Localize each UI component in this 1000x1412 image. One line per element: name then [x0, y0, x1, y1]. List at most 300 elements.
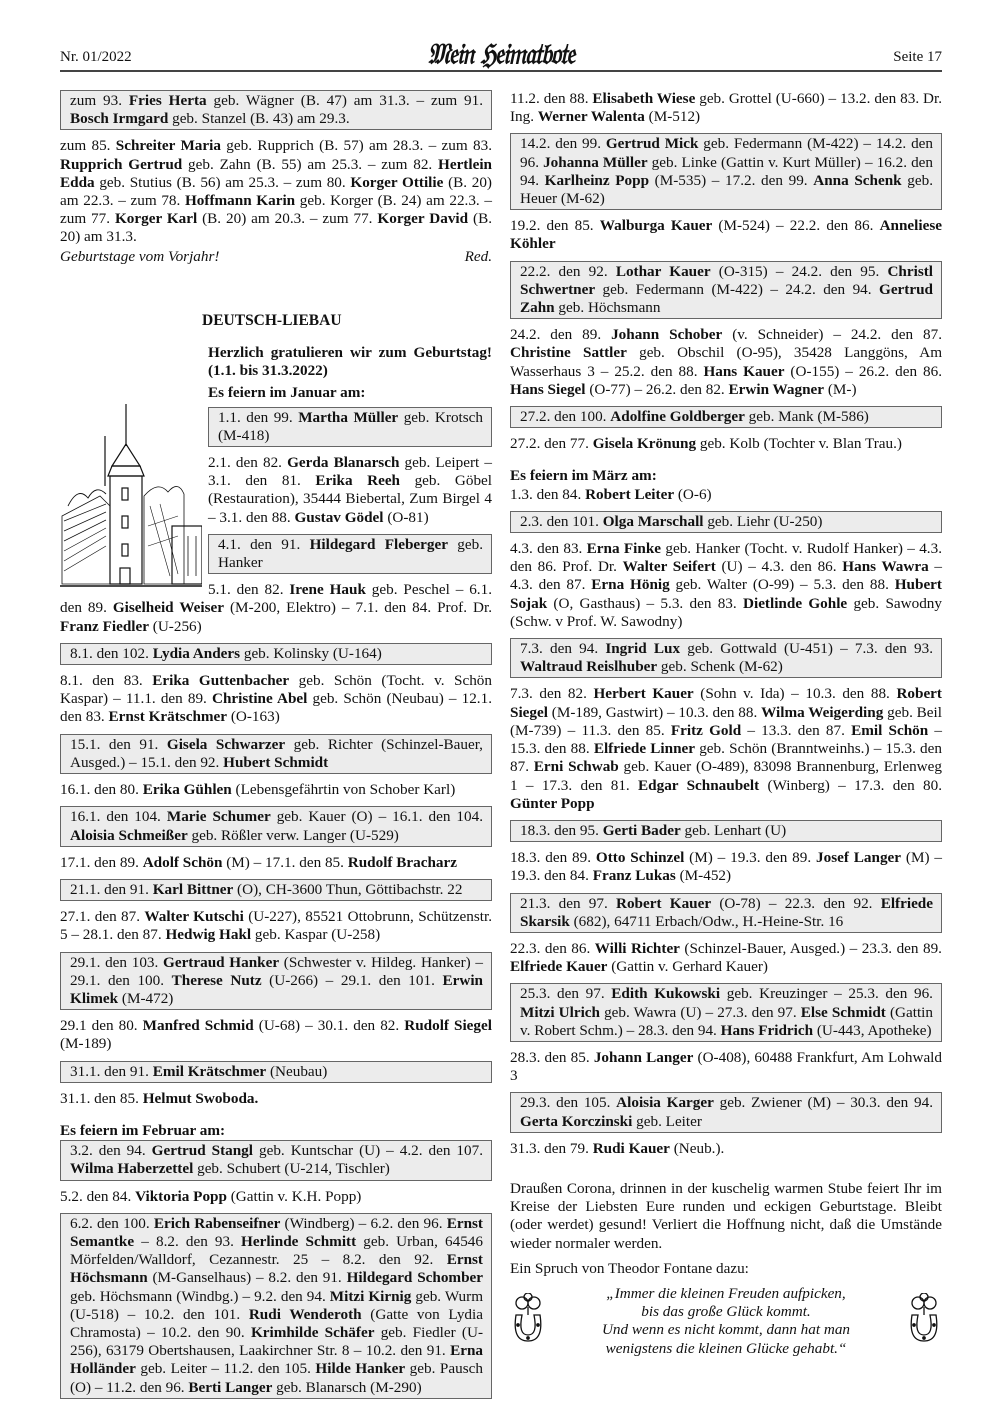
person-name: Herlinde Schmitt: [241, 1232, 357, 1250]
person-name: Erni Schwab: [533, 758, 619, 776]
text-run: geb. Schön (Tocht. v. Schön Kaspar) – 11.1. den 89.: [60, 672, 492, 708]
person-name: Christine Sattler: [510, 344, 627, 362]
person-name: Lothar Kauer: [615, 262, 711, 280]
text-run: geb. Leiter: [632, 1112, 702, 1130]
person-name: Gisela Schwarzer: [166, 735, 286, 753]
person-name: Irene Hauk: [289, 581, 366, 599]
page-number: Seite 17: [893, 49, 942, 65]
birthday-paragraph: [510, 217, 942, 253]
text-run: geb. Mank (M-586): [744, 408, 869, 426]
text-run: geb. Kolb (Tochter v. Blan Trau.): [696, 435, 902, 453]
person-name: Else Schmidt: [800, 1003, 886, 1021]
person-name: Erika Guttenbacher: [152, 672, 290, 690]
person-name: Lydia Anders: [152, 644, 241, 662]
person-name: Martha Müller: [298, 408, 399, 426]
birthday-paragraph: [510, 685, 942, 812]
text-run: geb. Hanker (Tocht. v. Rudolf Hanker) – 4.3. den 86. Prof. Dr.: [510, 540, 942, 576]
text-run: geb. Grottel (U-660) – 13.2. den 83. Dr. Ing.: [510, 90, 942, 126]
highlighted-birthday-box: [208, 407, 492, 447]
text-run: 31.1. den 91.: [70, 1062, 153, 1080]
text-run: – 4.3. den 87.: [510, 558, 943, 594]
person-name: Fritz Gold: [670, 721, 742, 739]
person-name: Dietlinde Gohle: [743, 594, 848, 612]
highlighted-birthday-box: [60, 1061, 492, 1083]
text-run: geb. Pausch (O) – 11.2. den 96.: [70, 1360, 483, 1396]
text-run: Ein Spruch von Theodor Fontane dazu:: [510, 1259, 749, 1277]
text-run: (O-163): [227, 708, 280, 726]
text-run: geb. Beil (M-739) – 11.3. den 85.: [510, 703, 942, 739]
text-run: (M-524) – 22.2. den 86.: [712, 217, 880, 235]
person-name: Josef Langer: [816, 849, 902, 867]
person-name: Robert Kauer: [615, 894, 712, 912]
highlighted-birthday-box: [510, 406, 942, 428]
person-name: Edgar Schnaubelt: [638, 776, 760, 794]
quote-line: „Immer die kleinen Freuden aufpicken,: [606, 1284, 846, 1302]
person-name: Gisela Krönung: [592, 435, 697, 453]
text-run: geb. Lenhart (U): [680, 821, 787, 839]
person-name: Korger David: [377, 210, 469, 228]
text-run: (M-472): [118, 989, 174, 1007]
person-name: Fries Herta: [128, 92, 207, 109]
highlighted-birthday-box: [510, 983, 942, 1042]
text-run: 2.1. den 82.: [208, 454, 288, 472]
person-name: Erwin Klimek: [70, 971, 483, 1007]
text-run: 19.2. den 85.: [510, 217, 600, 235]
text-run: (Sohn v. Ida) – 10.3. den 88.: [693, 685, 897, 703]
person-name: Elfriede Kauer: [510, 958, 608, 976]
person-name: Herbert Kauer: [593, 685, 694, 703]
person-name: Robert Siegel: [510, 685, 942, 721]
text-run: geb. Zahn (B. 55) am 25.3. – zum 82.: [182, 155, 439, 173]
quote-line: bis das große Glück kommt.: [641, 1303, 811, 1321]
text-run: 7.3. den 94.: [520, 640, 606, 658]
person-name: Ernst Höchsmann: [70, 1251, 483, 1287]
text-run: (O-315) – 24.2. den 95.: [710, 262, 888, 280]
text-run: (O-155) – 26.2. den 86.: [784, 362, 942, 380]
text-run: 27.1. den 87.: [60, 908, 145, 926]
text-run: 27.2. den 77.: [510, 435, 593, 453]
text-run: geb. Rupprich (B. 57) am 28.3. – zum 83.: [220, 137, 493, 155]
person-name: Karl Bittner: [152, 880, 234, 898]
person-name: Hertlein Edda: [60, 155, 492, 191]
person-name: Rupprich Gertrud: [60, 155, 183, 173]
person-name: Werner Walenta: [537, 108, 645, 126]
person-name: Franz Lukas: [592, 867, 676, 885]
highlighted-birthday-box: [60, 879, 492, 901]
person-name: Wilma Haberzettel: [70, 1160, 194, 1178]
text-run: (Gattin v. K.H. Popp): [226, 1187, 362, 1205]
person-name: Johanna Müller: [543, 153, 648, 171]
text-run: geb. Gottwald (U-451) – 7.3. den 93.: [680, 640, 933, 658]
text-run: geb. Stanzel (B. 43) am 29.3.: [168, 110, 350, 128]
text-run: 16.1. den 80.: [60, 781, 143, 799]
text-run: Es feiern im Januar am:: [208, 384, 366, 402]
birthday-paragraph: [510, 90, 942, 126]
person-name: Hubert Schmidt: [223, 753, 329, 771]
person-name: Walter Kutschi: [144, 908, 244, 926]
text-run: (Winberg) – 17.3. den 80.: [759, 776, 942, 794]
person-name: Erwin Wagner: [728, 380, 825, 398]
birthday-paragraph: [60, 137, 492, 246]
person-name: Ingrid Lux: [605, 640, 681, 658]
text-run: 29.1. den 103.: [70, 953, 164, 971]
highlighted-birthday-box: [510, 820, 942, 842]
person-name: Schreiter Maria: [115, 137, 221, 155]
person-name: Franz Fiedler: [60, 617, 149, 635]
section-subheading: [60, 344, 492, 380]
text-run: 4.3. den 83.: [510, 540, 587, 558]
person-name: Walter Seifert: [622, 558, 716, 576]
text-run: geb. Wägner (B. 47) am 31.3. – zum 91.: [206, 92, 483, 109]
person-name: Otto Schinzel: [595, 849, 685, 867]
person-name: Bosch Irmgard: [70, 110, 169, 128]
person-name: Günter Popp: [510, 794, 595, 812]
text-run: geb. Stutius (B. 56) am 25.3. – zum 80.: [94, 173, 351, 191]
text-run: (O-6): [674, 485, 712, 503]
text-run: geb. Walter (O-99) – 5.3. den 88.: [669, 576, 895, 594]
highlighted-birthday-box: [510, 1092, 942, 1132]
text-run: geb. Schenk (M-62): [657, 658, 783, 676]
person-name: Christine Abel: [211, 690, 308, 708]
text-run: 18.3. den 89.: [510, 849, 596, 867]
birthday-paragraph: [510, 1260, 942, 1278]
highlighted-birthday-box: [510, 638, 942, 678]
person-name: Manfred Schmid: [142, 1017, 254, 1035]
person-name: Mitzi Ulrich: [520, 1003, 600, 1021]
birthday-paragraph: [510, 1140, 942, 1158]
birthday-paragraph: [510, 540, 942, 631]
text-run: 21.3. den 97.: [520, 894, 616, 912]
text-run: (O), CH-3600 Thun, Göttibachstr. 22: [233, 880, 463, 898]
birthday-paragraph: [510, 849, 942, 885]
person-name: Adolf Schön: [142, 853, 223, 871]
text-run: 25.3. den 97.: [520, 985, 612, 1003]
newspaper-logo: 𝔐𝔢𝔦𝔫 ℌ𝔢𝔦𝔪𝔞𝔱𝔟𝔬𝔱𝔢: [427, 36, 575, 71]
person-name: Giselheid Weiser: [112, 599, 225, 617]
person-name: Elisabeth Wiese: [592, 90, 696, 107]
text-run: 18.3. den 95.: [520, 821, 603, 839]
person-name: Berti Langer: [188, 1378, 273, 1396]
fontane-quote: [510, 1285, 942, 1358]
text-run: geb. Richter (Schinzel-Bauer, Ausged.) – 15.1. den 92.: [70, 735, 483, 771]
birthday-paragraph: [510, 435, 942, 453]
text-run: (U-227), 85521 Ottobrunn, Schützenstr. 5 – 28.1. den 87.: [60, 908, 493, 944]
text-run: 2.3. den 101.: [520, 512, 603, 530]
birthday-paragraph: [60, 1090, 492, 1108]
person-name: Erna Hönig: [591, 576, 670, 594]
text-run: geb. Wawra (U) – 27.3. den 97.: [600, 1003, 801, 1021]
lucky-clover-horseshoe-icon: [510, 1293, 546, 1350]
text-run: 11.2. den 88.: [510, 90, 593, 107]
right-column: [510, 90, 942, 1358]
highlighted-birthday-box: [510, 133, 942, 210]
text-run: geb. Heuer (M-62): [520, 171, 933, 208]
text-run: (Neub.).: [669, 1139, 725, 1157]
text-run: geb. Höchsmann (Windbg.) – 9.2. den 94.: [70, 1287, 330, 1305]
text-run: (B. 20) am 20.3. – zum 77.: [197, 210, 378, 228]
text-run: geb. Schön (Neubau) – 12.1. den 83.: [60, 690, 492, 726]
person-name: Gerda Blanarsch: [287, 454, 400, 472]
text-run: geb. Rößler verw. Langer (U-529): [187, 826, 399, 844]
text-run: Es feiern im Februar am:: [60, 1121, 226, 1139]
text-run: 27.2. den 100.: [520, 408, 611, 426]
person-name: Ernst Krätschmer: [108, 708, 228, 726]
text-run: Draußen Corona, drinnen in der kuschelig warmen Stube feiert Ihr im Kreise der Liebsten Eure runden und eckigen Geburtstage. Bleibt (oder werdet) gesund! Verliert die Hoffnung nicht, daß die Umstände wieder normaler werden.: [510, 1179, 942, 1252]
highlighted-birthday-box: [60, 734, 492, 774]
text-run: geb. Kauer (O-489), 83098 Brannenburg, Erlenweg 1 – 17.3. den 81.: [510, 758, 942, 794]
text-run: 8.1. den 102.: [70, 644, 153, 662]
text-run: geb. Urban, 64546 Mörfelden/Walldorf, Cezannestr. 25 – 8.2. den 92.: [70, 1232, 483, 1269]
text-run: (B. 20) am 22.3. – zum 78.: [60, 173, 492, 210]
text-run: (O-81): [383, 508, 429, 526]
text-run: (M-): [824, 380, 857, 398]
person-name: Hildegard Fleberger: [309, 535, 448, 553]
text-run: geb. Korger (B. 24) am 22.3. – zum 77.: [60, 192, 492, 228]
text-run: (U-266) – 29.1. den 101.: [261, 971, 443, 989]
birthday-paragraph: [60, 908, 492, 944]
text-run: geb. Kolinsky (U-164): [240, 644, 382, 662]
text-run: (M) – 17.1. den 85.: [222, 853, 348, 871]
text-run: geb. Blanarsch (M-290): [272, 1378, 422, 1396]
person-name: Gerta Korczinski: [520, 1112, 633, 1130]
text-run: – 13.3. den 87.: [741, 721, 852, 739]
person-name: Hedwig Hakl: [165, 926, 252, 944]
highlighted-birthday-box: [60, 806, 492, 846]
text-run: Geburtstage vom Vorjahr!: [60, 247, 220, 265]
text-run: geb. Schubert (U-214, Tischler): [193, 1160, 390, 1178]
left-column: [60, 90, 492, 1406]
text-run: 1.3. den 84.: [510, 485, 586, 503]
person-name: Elfriede Skarsik: [520, 894, 933, 930]
text-run: (U-68) – 30.1. den 82.: [253, 1017, 405, 1035]
person-name: Karlheinz Popp: [544, 171, 650, 189]
text-run: geb. Kuntschar (U) – 4.2. den 107.: [253, 1142, 483, 1160]
text-run: (O-77) – 26.2. den 82.: [585, 380, 729, 398]
text-run: 14.2. den 99.: [520, 135, 606, 153]
person-name: Olga Marschall: [602, 512, 704, 530]
text-run: 22.3. den 86.: [510, 939, 595, 957]
text-run: (M-189, Gastwirt) – 10.3. den 88.: [547, 703, 762, 721]
person-name: Rudolf Siegel: [404, 1017, 492, 1035]
text-run: (M-512): [644, 108, 701, 126]
person-name: Christl Schwertner: [520, 262, 933, 298]
text-run: (v. Schneider) – 24.2. den 87.: [722, 326, 942, 344]
person-name: Wilma Weigerding: [761, 703, 884, 721]
person-name: Erna Holländer: [70, 1342, 483, 1378]
text-run: Es feiern im März am:: [510, 467, 657, 485]
person-name: Rudi Kauer: [592, 1139, 670, 1157]
highlighted-birthday-box: [60, 643, 492, 665]
person-name: Gertrud Mick: [605, 135, 699, 153]
text-run: geb. Leipert – 3.1. den 81.: [208, 454, 492, 490]
highlighted-birthday-box: [208, 534, 492, 574]
text-run: 24.2. den 89.: [510, 326, 612, 344]
text-run: 6.2. den 100.: [70, 1214, 154, 1232]
text-run: (Schwester v. Hildeg. Hanker) – 29.1. den 100.: [70, 953, 483, 989]
text-run: zum 93.: [70, 92, 129, 109]
text-run: 1.1. den 99.: [218, 408, 299, 426]
birthday-paragraph: [60, 1188, 492, 1206]
birthday-paragraph: [60, 781, 492, 799]
person-name: Johann Schober: [611, 326, 723, 344]
person-name: Waltraud Reislhuber: [520, 658, 658, 676]
birthday-paragraph: [60, 854, 492, 872]
birthday-paragraph: [510, 326, 942, 399]
person-name: Hildegard Schomber: [346, 1269, 484, 1287]
text-run: geb. Hanker: [218, 535, 483, 572]
person-name: Robert Leiter: [585, 485, 675, 503]
text-run: (Gattin v. Robert Schm.) – 28.3. den 94.: [520, 1003, 933, 1039]
text-run: (U-443, Apotheke): [813, 1021, 932, 1039]
highlighted-birthday-box: [60, 952, 492, 1011]
text-run: geb. Kaspar (U-258): [251, 926, 381, 944]
person-name: Willi Richter: [594, 939, 680, 957]
person-name: Anna Schenk: [813, 171, 902, 189]
person-name: Mitzi Kirnig: [329, 1287, 412, 1305]
text-run: – 8.2. den 93.: [134, 1232, 242, 1250]
text-run: (Schinzel-Bauer, Ausged.) – 23.3. den 89.: [679, 939, 942, 957]
text-run: (682), 64711 Erbach/Odw., H.-Heine-Str. 16: [569, 912, 844, 930]
birthday-paragraph: [60, 1017, 492, 1053]
editor-note: [60, 248, 492, 266]
person-name: Marie Schumer: [166, 808, 271, 826]
person-name: Emil Krätschmer: [152, 1062, 267, 1080]
text-run: 22.2. den 92.: [520, 262, 616, 280]
person-name: Johann Langer: [593, 1048, 694, 1066]
person-name: Anneliese Köhler: [510, 217, 942, 253]
quote-text: [546, 1285, 906, 1358]
text-run: 31.1. den 85.: [60, 1089, 143, 1107]
text-run: geb. Kauer (O) – 16.1. den 104.: [270, 808, 484, 826]
person-name: Erna Finke: [586, 540, 662, 558]
text-run: (M) – 19.3. den 84.: [510, 849, 942, 885]
highlighted-birthday-box: [60, 1213, 492, 1399]
text-run: Herzlich gratulieren wir zum Geburtstag! (1.1. bis 31.3.2022): [208, 344, 492, 380]
person-name: Hans Fridrich: [720, 1021, 814, 1039]
text-run: (M) – 19.3. den 89.: [684, 849, 817, 867]
person-name: Hilde Hanker: [315, 1360, 406, 1378]
birthday-paragraph: [60, 672, 492, 727]
text-run: (O-78) – 22.3. den 92.: [711, 894, 881, 912]
person-name: Emil Schön: [851, 721, 929, 739]
text-run: (U-256): [148, 617, 202, 635]
text-run: geb. Schön (Branntweinhs.) – 15.3. den 87.: [510, 740, 942, 776]
text-run: 7.3. den 82.: [510, 685, 594, 703]
person-name: Therese Nutz: [171, 971, 262, 989]
text-run: Red.: [464, 247, 492, 265]
month-heading: [60, 1122, 492, 1140]
text-run: geb. Zwiener (M) – 30.3. den 94.: [713, 1094, 933, 1112]
text-run: (M-452): [675, 867, 732, 885]
text-run: 28.3. den 85.: [510, 1048, 594, 1066]
text-run: 31.3. den 79.: [510, 1139, 593, 1157]
person-name: Rudi Wenderoth: [248, 1305, 362, 1323]
text-run: (M-Ganselhaus) – 8.2. den 91.: [147, 1269, 347, 1287]
text-run: geb. Leiter – 11.2. den 105.: [135, 1360, 316, 1378]
text-run: 8.1. den 83.: [60, 672, 153, 690]
text-run: geb. Federmann (M-422) – 24.2. den 94.: [595, 280, 879, 298]
text-run: geb. Wurm (U-518) – 10.2. den 101.: [70, 1287, 484, 1323]
person-name: Erika Reeh: [315, 472, 401, 490]
person-name: Gertrud Stangl: [151, 1142, 253, 1160]
text-run: geb. Höchsmann: [554, 299, 661, 317]
person-name: Erika Gühlen: [142, 781, 232, 799]
text-run: (U) – 4.3. den 86.: [715, 558, 843, 576]
text-run: (Lebensgefährtin von Schober Karl): [231, 781, 456, 799]
text-run: 4.1. den 91.: [218, 535, 310, 553]
person-name: Hans Kauer: [703, 362, 785, 380]
text-run: geb. Peschel – 6.1. den 89.: [60, 581, 492, 617]
text-run: (O, Gasthaus) – 5.3. den 83.: [547, 594, 743, 612]
person-name: Gertraud Hanker: [163, 953, 280, 971]
text-run: geb. Kreuzinger – 25.3. den 96.: [720, 985, 933, 1003]
text-run: (M-200, Elektro) – 7.1. den 84. Prof. Dr.: [224, 599, 492, 617]
birthday-paragraph: [510, 486, 942, 504]
text-run: 15.1. den 91.: [70, 735, 167, 753]
text-run: (B. 20) am 31.3.: [60, 210, 492, 246]
person-name: Erich Rabenseifner: [153, 1214, 281, 1232]
text-run: geb. Linke (Gattin v. Kurt Müller) – 16.2. den 94.: [520, 153, 934, 189]
section-title: [60, 312, 492, 330]
person-name: Rudolf Bracharz: [347, 853, 458, 871]
person-name: Adolfine Goldberger: [610, 408, 745, 426]
closing-paragraph: [510, 1180, 942, 1253]
highlighted-birthday-box: [510, 261, 942, 320]
text-run: 5.1. den 82.: [208, 581, 290, 599]
month-heading: [510, 467, 942, 485]
text-run: DEUTSCH-LIEBAU: [202, 311, 342, 329]
person-name: Walburga Kauer: [599, 217, 713, 235]
text-run: 29.3. den 105.: [520, 1094, 617, 1112]
text-run: (Windberg) – 6.2. den 96.: [280, 1214, 447, 1232]
text-run: 16.1. den 104.: [70, 808, 167, 826]
text-run: 21.1. den 91.: [70, 880, 153, 898]
person-name: Krimhilde Schäfer: [250, 1323, 375, 1341]
text-run: geb. Göbel (Restauration), 35444 Biebertal, Zum Birgel 4 – 3.1. den 88.: [208, 472, 492, 526]
person-name: Helmut Swoboda.: [142, 1089, 259, 1107]
text-run: (Gatte von Lydia Chramosta) – 10.2. den 90.: [70, 1305, 483, 1341]
text-run: zum 85.: [60, 137, 116, 155]
church-illustration: [60, 396, 202, 592]
text-run: (O-408), 60488 Frankfurt, Am Lohwald 3: [510, 1048, 942, 1085]
issue-number: Nr. 01/2022: [60, 49, 132, 65]
text-run: geb. Krotsch (M-418): [218, 408, 483, 444]
text-run: 17.1. den 89.: [60, 853, 143, 871]
person-name: Hans Siegel: [510, 380, 586, 398]
text-run: (M-189): [60, 1035, 112, 1053]
page-header: [60, 36, 942, 72]
person-name: Aloisia Schmeißer: [70, 826, 188, 844]
highlighted-birthday-box: [60, 1140, 492, 1180]
text-run: geb. Obschil (O-95), 35428 Langgöns, Am Wasserhaus 3 – 25.2. den 88.: [510, 344, 943, 380]
highlighted-birthday-box: [510, 511, 942, 533]
person-name: Korger Karl: [114, 210, 198, 228]
highlighted-birthday-box: [60, 90, 492, 130]
birthday-paragraph: [510, 1049, 942, 1085]
person-name: Hans Wawra: [842, 558, 929, 576]
quote-line: Und wenn es nicht kommt, dann hat man: [601, 1321, 851, 1339]
person-name: Viktoria Popp: [135, 1187, 227, 1205]
person-name: Elfriede Linner: [593, 740, 696, 758]
text-run: geb. Liehr (U-250): [703, 512, 823, 530]
person-name: Aloisia Karger: [616, 1094, 714, 1112]
text-run: (M-535) – 17.2. den 99.: [649, 171, 814, 189]
text-run: geb. Fiedler (U-256), 63179 Obertshausen, Laakirchner Str. 8 – 10.2. den 91.: [70, 1323, 483, 1360]
person-name: Hubert Sojak: [510, 576, 942, 612]
person-name: Gustav Gödel: [294, 508, 384, 526]
text-run: (Gattin v. Gerhard Kauer): [607, 958, 768, 976]
text-run: 29.1 den 80.: [60, 1017, 143, 1035]
